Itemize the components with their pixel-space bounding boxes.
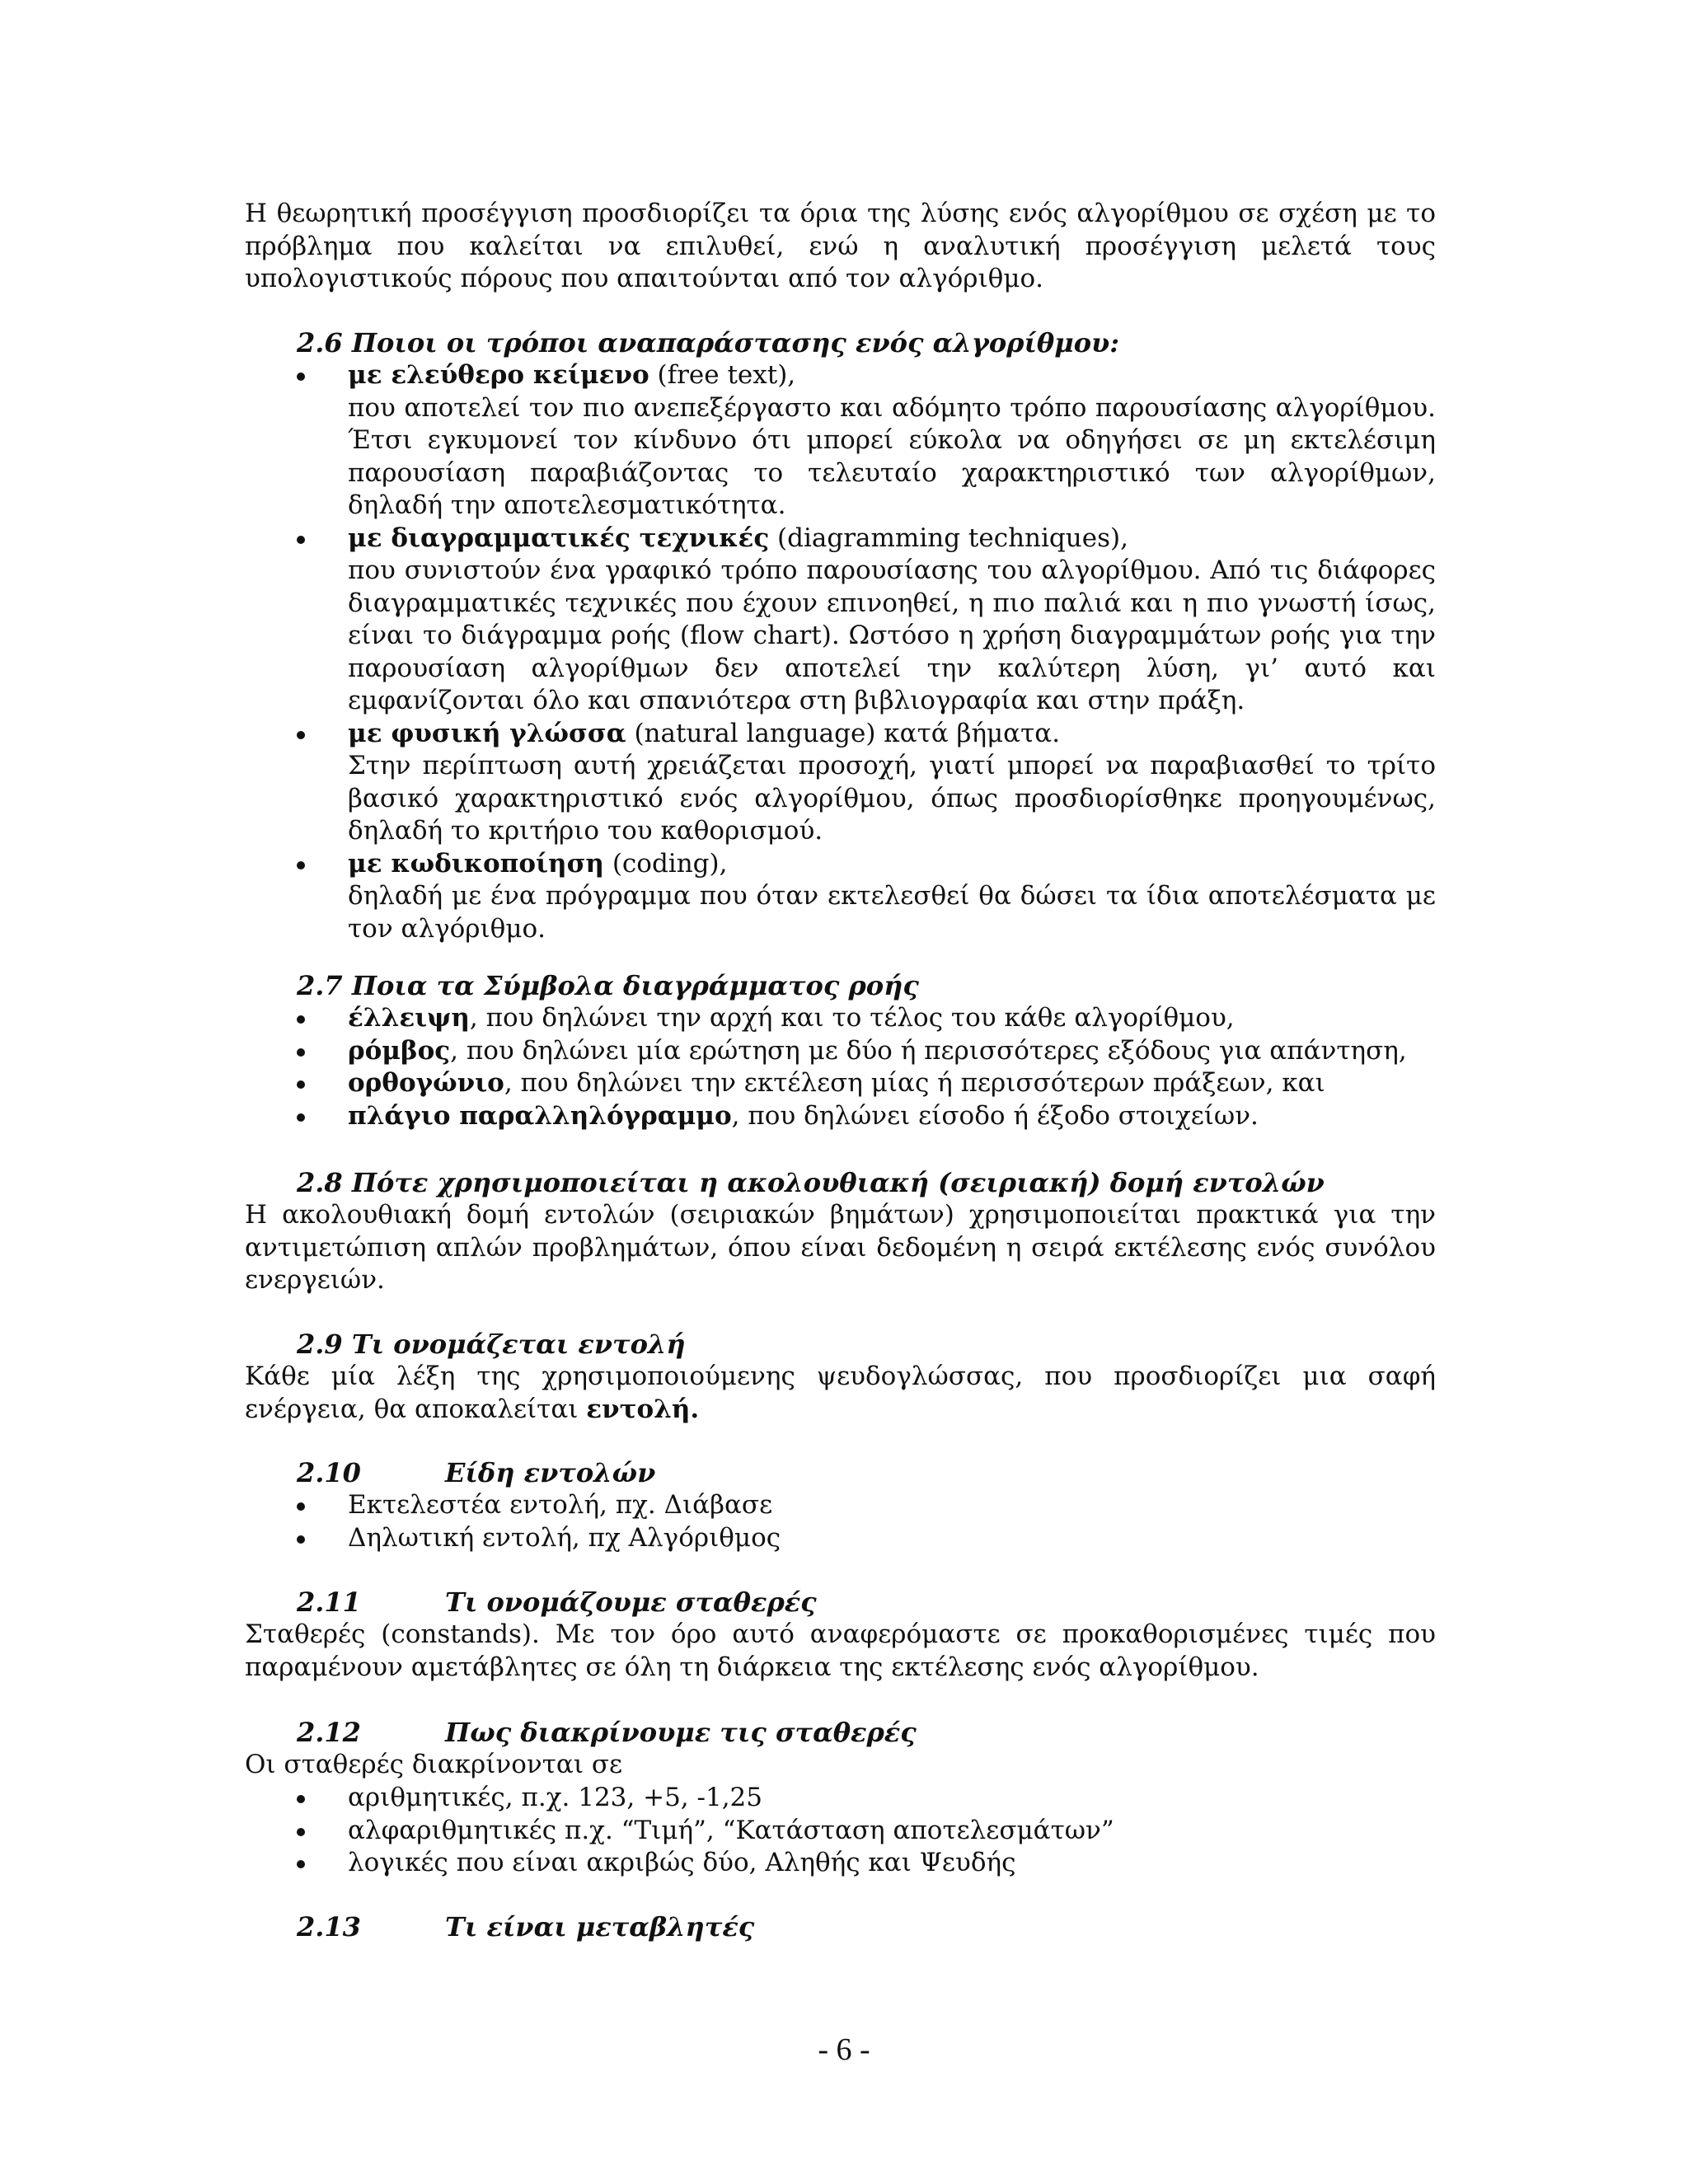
item-text: Δηλωτική εντολή, πχ Αλγόριθμος xyxy=(348,1522,781,1553)
bullet-icon xyxy=(297,1080,305,1089)
bullet-icon xyxy=(297,1828,305,1836)
item-description: που αποτελεί τον πιο ανεπεξέργαστο και αδόμητο τρόπο παρουσίασης αλγορίθμου. Έτσι εγκυμονεί τον κίνδυνο ότι μπορεί εύκολα να οδηγήσει σε μη εκτελέσιμη παρουσίαση παραβιάζοντας το τελευταίο χαρακτηριστικό των αλγορίθμων, δηλαδή την αποτελεσματικότητα. xyxy=(348,392,1436,520)
item-term: πλάγιο παραλληλόγραμμο xyxy=(348,1100,732,1131)
section-2-12-heading xyxy=(297,1716,917,1749)
list-item xyxy=(297,1002,1436,1035)
list-item xyxy=(297,1489,1436,1522)
item-term: με ελεύθερο κείμενο xyxy=(348,360,649,390)
item-term: έλλειψη xyxy=(348,1003,470,1033)
section-2-9-paragraph xyxy=(245,1361,1436,1426)
item-description: που συνιστούν ένα γραφικό τρόπο παρουσίασης του αλγορίθμου. Από τις διάφορες διαγραμματικές τεχνικές που έχουν επινοηθεί, η πιο παλιά και η πιο γνωστή ίσως, είναι το διάγραμμα ροής (flow chart). Ωστόσο η χρήση διαγραμμάτων ροής για την παρουσίαση αλγορίθμων δεν αποτελεί την καλύτερη λύση, γι’ αυτό και εμφανίζονται όλο και σπανιότερα στη βιβλιογραφία και στην πράξη. xyxy=(348,555,1436,715)
intro-paragraph xyxy=(245,198,1436,296)
bullet-icon xyxy=(297,1502,305,1511)
bullet-icon xyxy=(297,536,305,544)
bullet-icon xyxy=(297,861,305,869)
item-term: ορθογώνιο xyxy=(348,1068,504,1098)
item-rest: (natural language) κατά βήματα. xyxy=(626,718,1061,748)
list-item xyxy=(297,1035,1436,1068)
item-term: με διαγραμματικές τεχνικές xyxy=(348,523,770,553)
section-number: 2.12 xyxy=(297,1717,361,1748)
bullet-icon xyxy=(297,1015,305,1024)
item-rest: (free text), xyxy=(649,360,796,390)
section-title: Πως διακρίνουμε τις σταθερές xyxy=(445,1717,917,1748)
list-item xyxy=(297,1782,1436,1815)
item-rest: , που δηλώνει μία ερώτηση με δύο ή περισσότερες εξόδους για απάντηση, xyxy=(450,1035,1407,1066)
item-description: δηλαδή με ένα πρόγραμμα που όταν εκτελεσθεί θα δώσει τα ίδια αποτελέσματα με τον αλγόριθμο. xyxy=(348,881,1436,944)
list-item xyxy=(297,359,1436,523)
page-number: - 6 - xyxy=(818,2032,870,2067)
bullet-icon xyxy=(297,1795,305,1803)
item-term: με κωδικοποίηση xyxy=(348,848,604,879)
section-2-11-text: Σταθερές (constands). Με τον όρο αυτό αναφερόμαστε σε προκαθορισμένες τιμές που παραμένουν αμετάβλητες σε όλη τη διάρκεια της εκτέλεσης ενός αλγορίθμου. xyxy=(245,1619,1436,1682)
item-rest: (coding), xyxy=(603,848,728,879)
section-2-12-intro xyxy=(245,1749,1436,1782)
list-item xyxy=(297,1815,1436,1848)
section-number: 2.10 xyxy=(297,1457,361,1488)
bullet-icon xyxy=(297,1860,305,1868)
bullet-icon xyxy=(297,1113,305,1122)
section-2-8-paragraph xyxy=(245,1199,1436,1297)
item-rest: , που δηλώνει την εκτέλεση μίας ή περισσότερων πράξεων, και xyxy=(504,1068,1325,1098)
list-item xyxy=(297,1067,1436,1100)
section-2-12-list xyxy=(297,1782,1436,1880)
list-item xyxy=(297,718,1436,848)
section-number: 2.11 xyxy=(297,1586,361,1618)
item-rest: , που δηλώνει είσοδο ή έξοδο στοιχείων. xyxy=(731,1100,1259,1131)
bullet-icon xyxy=(297,373,305,381)
section-title: Τι ονομάζουμε σταθερές xyxy=(445,1586,817,1618)
section-number: 2.13 xyxy=(297,1911,361,1943)
section-2-9-term: εντολή. xyxy=(586,1394,700,1424)
section-2-8-text: Η ακολουθιακή δομή εντολών (σειριακών βημάτων) χρησιμοποιείται πρακτικά για την αντιμετώπιση απλών προβλημάτων, όπου είναι δεδομένη η σειρά εκτέλεσης ενός συνόλου ενεργειών. xyxy=(245,1200,1436,1295)
item-text: αλφαριθμητικές π.χ. “Τιμή”, “Κατάσταση αποτελεσμάτων” xyxy=(348,1815,1114,1845)
section-2-8-heading: 2.8 Πότε χρησιμοποιείται η ακολουθιακή (σειριακή) δομή εντολών xyxy=(297,1167,1325,1198)
section-2-11-heading xyxy=(297,1586,817,1619)
section-2-9-text: Κάθε μία λέξη της χρησιμοποιούμενης ψευδογλώσσας, που προσδιορίζει μια σαφή ενέργεια, θα αποκαλείται xyxy=(245,1361,1436,1424)
section-2-10-list xyxy=(297,1489,1436,1554)
list-item xyxy=(297,1847,1436,1880)
list-item xyxy=(297,1100,1436,1133)
list-item xyxy=(297,848,1436,946)
list-item xyxy=(297,523,1436,718)
intro-text: Η θεωρητική προσέγγιση προσδιορίζει τα όρια της λύσης ενός αλγορίθμου σε σχέση με το πρόβλημα που καλείται να επιλυθεί, ενώ η αναλυτική προσέγγιση μελετά τους υπολογιστικούς πόρους που απαιτούνται από τον αλγόριθμο. xyxy=(245,199,1436,293)
section-2-13-heading xyxy=(297,1910,754,1943)
section-2-6-list xyxy=(297,359,1436,945)
section-title: Είδη εντολών xyxy=(445,1457,656,1488)
list-item xyxy=(297,1522,1436,1555)
bullet-icon xyxy=(297,1048,305,1057)
bullet-icon xyxy=(297,1535,305,1544)
bullet-icon xyxy=(297,731,305,739)
section-2-9-heading: 2.9 Τι ονομάζεται εντολή xyxy=(297,1329,686,1360)
item-rest: , που δηλώνει την αρχή και το τέλος του κάθε αλγορίθμου, xyxy=(469,1003,1235,1033)
item-term: ρόμβος xyxy=(348,1035,451,1066)
item-rest: (diagramming techniques), xyxy=(769,523,1128,553)
item-term: με φυσική γλώσσα xyxy=(348,718,626,748)
section-2-12-text: Οι σταθερές διακρίνονται σε xyxy=(245,1750,623,1779)
section-2-6-heading: 2.6 Ποιοι οι τρόποι αναπαράστασης ενός αλγορίθμου: xyxy=(297,327,1120,359)
item-description: Στην περίπτωση αυτή χρειάζεται προσοχή, γιατί μπορεί να παραβιασθεί το τρίτο βασικό χαρακτηριστικό ενός αλγορίθμου, όπως προσδιορίσθηκε προηγουμένως, δηλαδή το κριτήριο του καθορισμού. xyxy=(348,751,1436,846)
section-title: Τι είναι μεταβλητές xyxy=(445,1911,755,1943)
item-text: Εκτελεστέα εντολή, πχ. Διάβασε xyxy=(348,1490,773,1520)
section-2-11-paragraph xyxy=(245,1619,1436,1684)
section-2-10-heading xyxy=(297,1456,655,1489)
section-2-7-list xyxy=(297,1002,1436,1132)
section-2-7-heading: 2.7 Ποια τα Σύμβολα διαγράμματος ροής xyxy=(297,970,919,1001)
item-text: λογικές που είναι ακριβώς δύο, Αληθής και Ψευδής xyxy=(348,1848,1016,1877)
item-text: αριθμητικές, π.χ. 123, +5, -1,25 xyxy=(348,1783,763,1812)
